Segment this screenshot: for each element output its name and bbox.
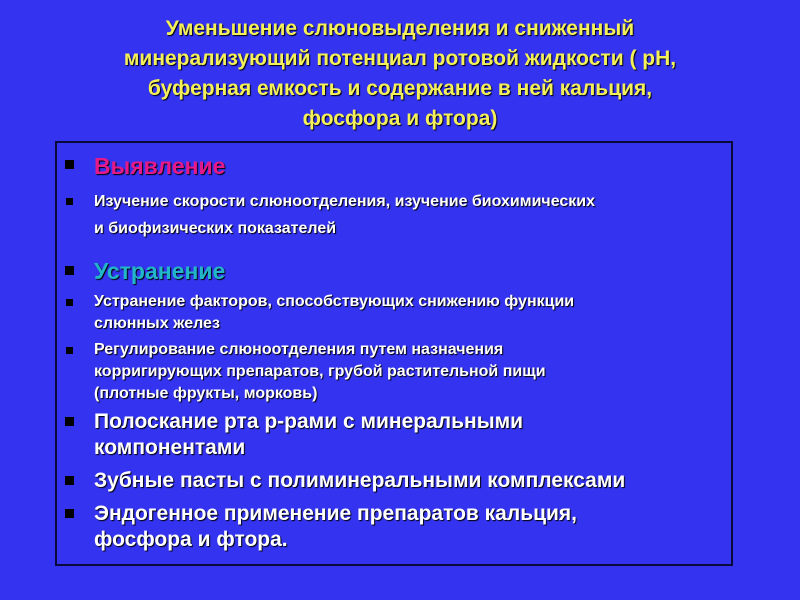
elimination-heading-line: Устранение <box>94 258 226 284</box>
salivation-regulation-line: Регулирование слюноотделения путем назначения <box>94 341 504 358</box>
slide-title-line: Уменьшение слюновыделения и сниженный <box>165 17 635 40</box>
elimination-factors-text <box>94 291 734 335</box>
salivation-regulation-line: корригирующих препаратов, грубой растительной пищи <box>94 363 546 380</box>
mouth-rinse-text <box>94 409 734 461</box>
endogenous-use-text <box>94 501 734 553</box>
detection-methods-text <box>94 190 734 241</box>
endogenous-use-line: фосфора и фтора. <box>94 528 288 551</box>
salivation-regulation-line: (плотные фрукты, морковь) <box>94 385 318 402</box>
square-bullet-icon <box>65 509 74 518</box>
square-bullet-icon <box>65 417 74 426</box>
detection-heading-line: Выявление <box>94 153 226 179</box>
elimination-factors-line: Устранение факторов, способствующих снижению функции <box>94 293 575 310</box>
square-bullet-icon <box>65 160 74 169</box>
square-bullet-icon <box>66 198 73 205</box>
slide-title-line: фосфора и фтора) <box>302 107 498 130</box>
square-bullet-icon <box>66 347 73 354</box>
square-bullet-icon <box>65 266 74 275</box>
salivation-regulation-text <box>94 339 734 405</box>
detection-methods-line: и биофизических показателей <box>94 220 337 237</box>
endogenous-use-line: Эндогенное применение препаратов кальция, <box>94 502 578 525</box>
mouth-rinse-line: компонентами <box>94 436 246 459</box>
elimination-factors-line: слюнных желез <box>94 315 220 332</box>
square-bullet-icon <box>66 299 73 306</box>
toothpastes-line: Зубные пасты с полиминеральными комплексами <box>94 469 626 492</box>
square-bullet-icon <box>65 476 74 485</box>
slide-title <box>40 14 760 134</box>
detection-methods-line: Изучение скорости слюноотделения, изучение биохимических <box>94 193 596 210</box>
elimination-heading <box>94 257 734 285</box>
detection-heading <box>94 152 734 180</box>
mouth-rinse-line: Полоскание рта р-рами с минеральными <box>94 410 524 433</box>
slide-title-line: минерализующий потенциал ротовой жидкости ( рН, <box>123 47 677 70</box>
slide-title-line: буферная емкость и содержание в ней кальция, <box>147 77 653 100</box>
content-box <box>55 141 733 566</box>
toothpastes-text <box>94 468 734 494</box>
